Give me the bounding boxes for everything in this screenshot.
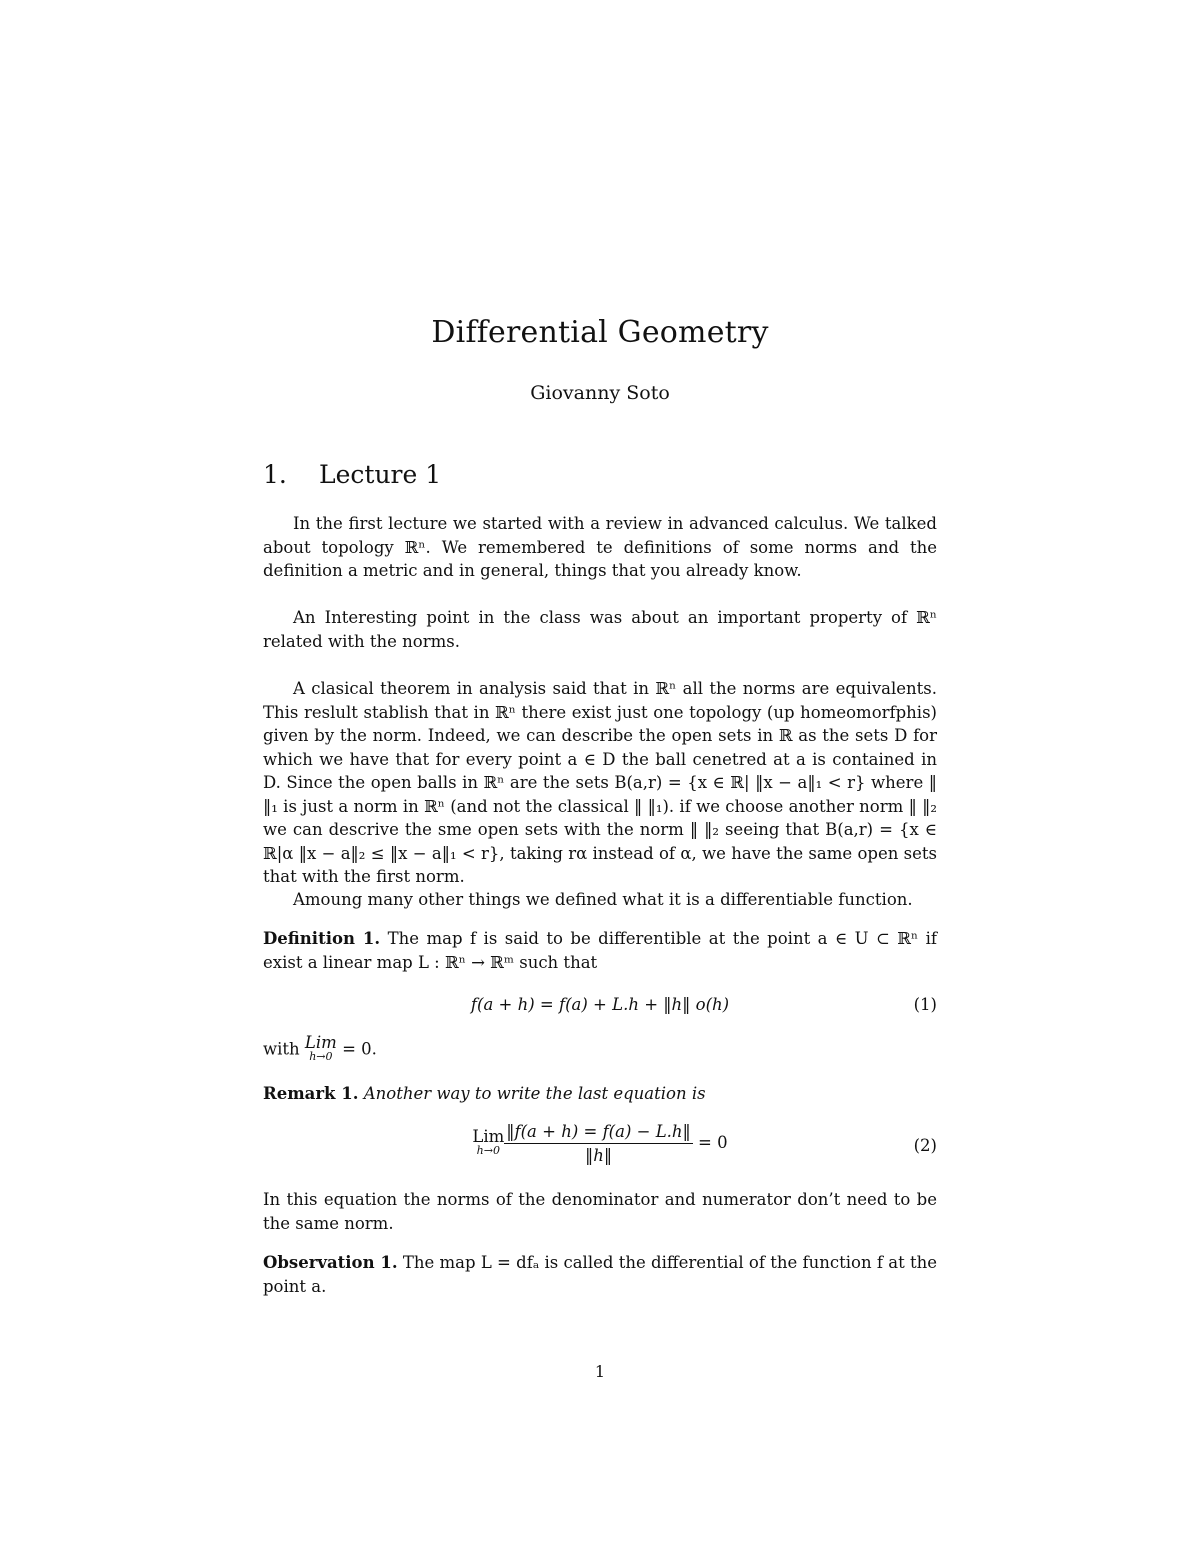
with-suffix: = 0. bbox=[342, 1039, 377, 1059]
equation-2-lim-sub: h→0 bbox=[476, 1143, 500, 1157]
paragraph-intro: In the first lecture we started with a review in advanced calculus. We talked about topology ℝⁿ. We remembered te definitions of some norms and the definition a metric and in general, things that you already know. bbox=[263, 514, 937, 580]
author-name: Giovanny Soto bbox=[530, 382, 670, 404]
definition-block bbox=[263, 927, 937, 974]
equation-2 bbox=[263, 1122, 937, 1172]
paragraph-classical-theorem: A clasical theorem in analysis said that in ℝⁿ all the norms are equivalents. This reslult stablish that in ℝⁿ there exist just one topology (up homeomorfphis) given by the norm. Indeed, we can describe the open sets in ℝ as the sets D for which we have that for every point a ∈ D the ball cenetred at a is contained in D. Since the open balls in ℝⁿ are the sets B(a,r) = {x ∈ ℝ| ‖x − a‖₁ < r} where ‖ ‖₁ is just a norm in ℝⁿ (and not the classical ‖ ‖₁). if we choose another norm ‖ ‖₂ we can descrive the sme open sets with the norm ‖ ‖₂ seeing that B(a,r) = {x ∈ ℝ|α ‖x − a‖₂ ≤ ‖x − a‖₁ < r}, taking rα instead of α, we have the same open sets that with the first norm. bbox=[263, 679, 937, 886]
paragraph-norms-note: In this equation the norms of the denominator and numerator don’t need to be the same norm. bbox=[263, 1190, 937, 1233]
section-title: Lecture 1 bbox=[319, 460, 442, 489]
equation-2-tag: (2) bbox=[913, 1136, 937, 1155]
page-number: 1 bbox=[594, 1362, 606, 1381]
observation-block bbox=[263, 1251, 937, 1298]
remark-label: Remark 1. bbox=[263, 1084, 359, 1103]
observation-text: The map L = dfₐ is called the differential of the function f at the point a. bbox=[263, 1253, 937, 1296]
equation-2-limit bbox=[472, 1126, 505, 1158]
equation-2-rhs: = 0 bbox=[698, 1133, 728, 1152]
equation-1-tag: (1) bbox=[913, 995, 937, 1014]
paragraph-interesting-point: An Interesting point in the class was about an important property of ℝⁿ related with the norms. bbox=[263, 608, 937, 651]
equation-1-body: f(a + h) = f(a) + L.h + ‖h‖ o(h) bbox=[470, 995, 730, 1014]
equation-2-numerator: ‖f(a + h) = f(a) − L.h‖ bbox=[504, 1122, 693, 1144]
equation-2-denominator: ‖h‖ bbox=[584, 1146, 613, 1165]
equation-2-fraction bbox=[504, 1122, 693, 1165]
section-heading bbox=[263, 460, 441, 489]
limit-label: Lim bbox=[304, 1033, 337, 1052]
limit-subscript: h→0 bbox=[309, 1050, 333, 1063]
observation-label: Observation 1. bbox=[263, 1253, 398, 1272]
section-number: 1. bbox=[263, 460, 287, 489]
paragraph-differentiable: Amoung many other things we defined what it is a differentiable function. bbox=[293, 890, 913, 909]
limit-operator bbox=[304, 1033, 337, 1064]
remark-text: Another way to write the last equation is bbox=[363, 1084, 706, 1103]
definition-label: Definition 1. bbox=[263, 929, 381, 948]
equation-2-lim-label: Lim bbox=[472, 1126, 505, 1146]
with-limit-line bbox=[263, 1033, 937, 1064]
with-prefix: with bbox=[263, 1039, 300, 1059]
remark-block bbox=[263, 1082, 937, 1106]
definition-text: The map f is said to be differentible at the point a ∈ U ⊂ ℝⁿ if exist a linear map L : ℝⁿ → ℝᵐ such that bbox=[263, 929, 937, 972]
paper-title: Differential Geometry bbox=[431, 315, 769, 350]
equation-2-body bbox=[263, 1122, 937, 1165]
